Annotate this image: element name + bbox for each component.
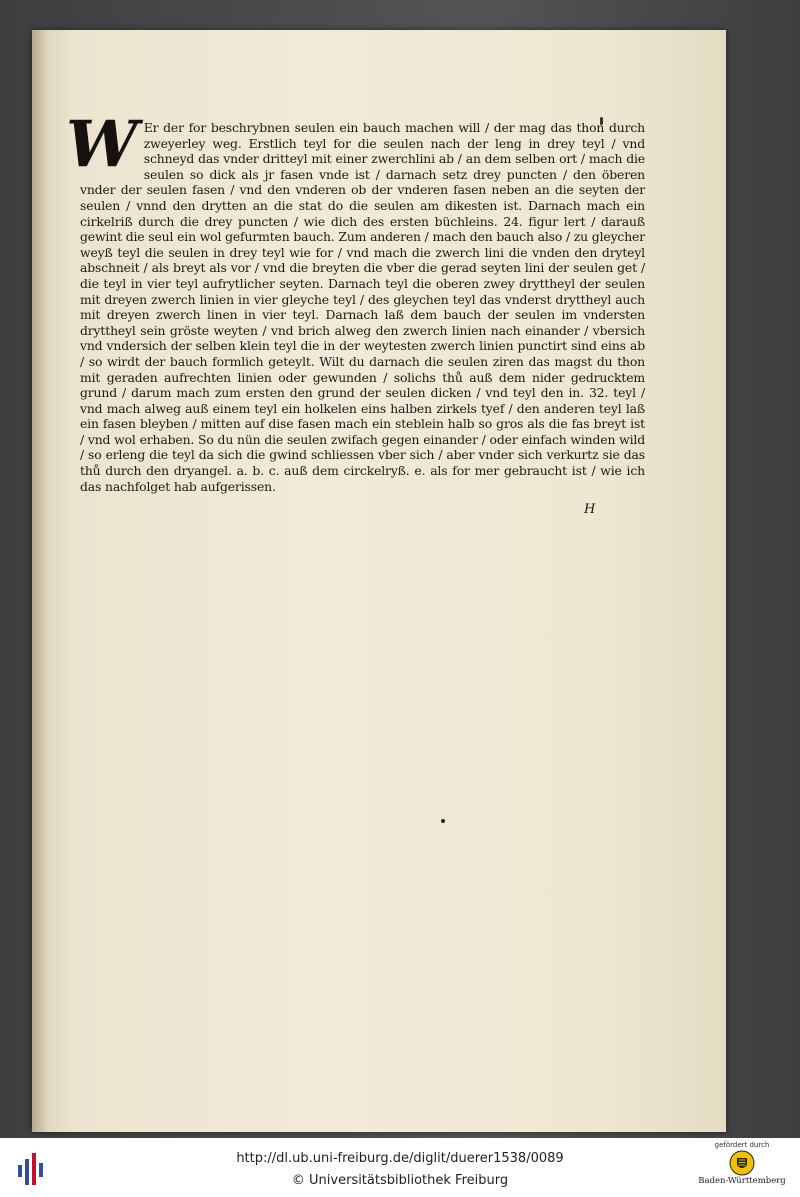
- catchword: H: [584, 502, 596, 517]
- permalink-url[interactable]: http://dl.ub.uni-freiburg.de/diglit/duerer1538/0089: [236, 1151, 564, 1166]
- funding-label: gefördert durch: [714, 1141, 770, 1149]
- dropcap-initial: W: [66, 107, 138, 182]
- viewer-footer: [0, 1138, 800, 1197]
- funding-name: Baden-Württemberg: [698, 1176, 786, 1186]
- funding-logo[interactable]: [692, 1141, 792, 1195]
- state-seal-icon: [729, 1150, 755, 1176]
- page-text-block: [66, 107, 645, 494]
- body-paragraph: Er der for beschrybnen seulen ein bauch machen will / der mag das thon durch zweyerley weg. Erstlich teyl for die seulen nach der leng in drey teyl / vnd schneyd das vnder dritteyl mit einer zwerchlini ab / an dem selben ort / mach die seulen so dick als jr fasen vnde ist / darnach setz drey puncten / den öberen vnder der seulen fasen / vnd den vnderen ob der vnderen fasen neben an die seyten der seulen / vnnd den drytten an die stat do die seulen am dikesten ist. Darnach mach ein cirkelriß durch die drey puncten / wie dich des ersten büchleins. 24. figur lert / darauß gewint die seul ein wol gefurmten bauch. Zum anderen / mach den bauch also / zu gleycher weyß teyl die seulen in drey teyl wie for / vnd mach die zwerch lini die vnden den dryteyl abschneit / als breyt als vor / vnd die breyten die vber die gerad seyten lini der seulen get / die teyl in vier teyl aufrytlicher seyten. Darnach teyl die oberen zwey dryttheyl der seulen mit dreyen zwerch linien in vier gleyche teyl / des gleychen teyl das vnderst dryttheyl auch mit dreyen zwerch linen in vier teyl. Darnach laß dem bauch der seulen im vndersten dryttheyl sein gröste weyten / vnd brich alweg den zwerch linien nach einander / vbersich vnd vndersich der selben klein teyl die in der weytesten zwerch linien punctirt sind eins ab / so wirdt der bauch formlich geteylt. Wilt du darnach die seulen ziren das magst du thon mit geraden aufrechten linien oder gewunden / solichs thů auß dem nider gedrucktem grund / darum mach zum ersten den grund der seulen dicken / vnd teyl den in. 32. teyl / vnd mach alweg auß einem teyl ein holkelen eins halben zirkels tyef / den anderen teyl laß ein fasen bleyben / mitten auf dise fasen mach ein steblein halb so gros als die fas breyt ist / vnd wol erhaben. So du nün die seulen zwifach gegen einander / oder einfach winden wild / so erleng die teyl da sich die gwind schliessen vber sich / aber vnder sich verkurtz sie das thů durch den dryangel. a. b. c. auß dem circkelryß. e. als for mer gebraucht ist / wie ich das nachfolget hab aufgerissen.: [80, 120, 645, 494]
- page-gutter-shadow: [32, 30, 48, 1132]
- ink-speck: [441, 819, 445, 823]
- copyright-notice: © Universitätsbibliothek Freiburg: [291, 1173, 509, 1188]
